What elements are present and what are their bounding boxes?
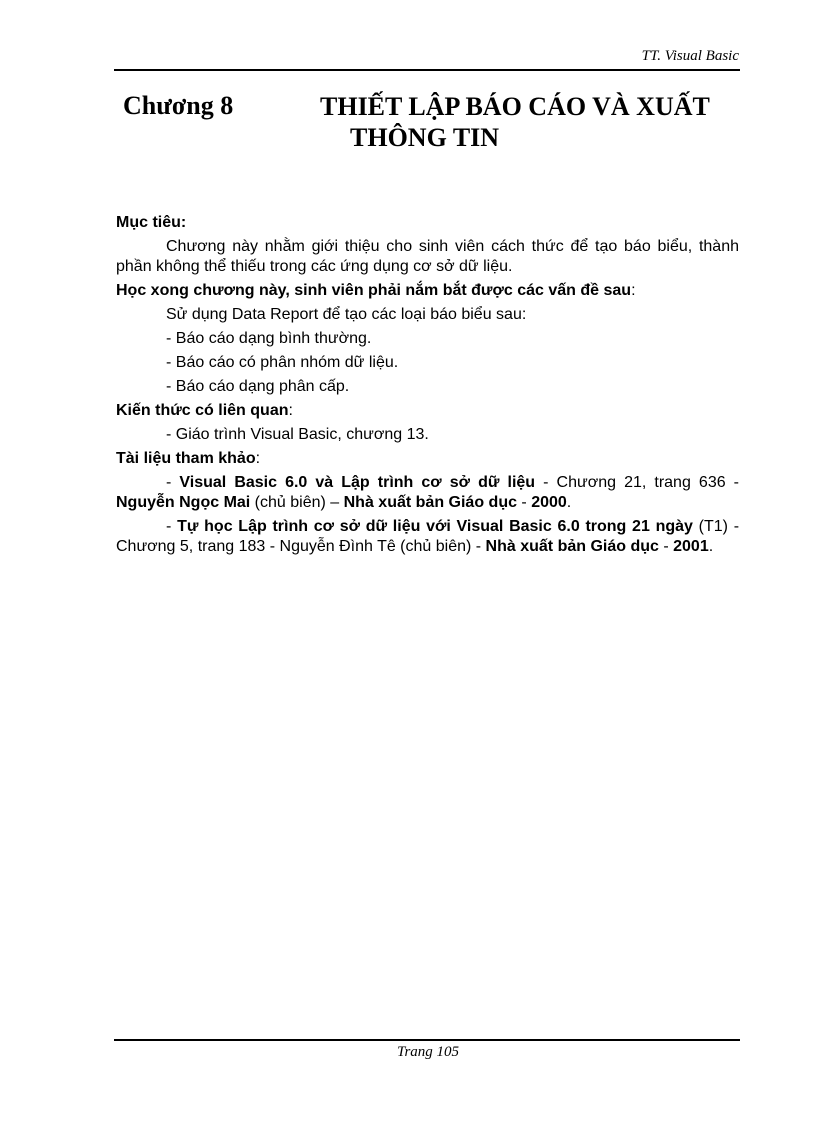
chapter-body (116, 213, 739, 561)
list-item: - Báo cáo dạng bình thường. (166, 330, 372, 347)
outcomes-intro: Sử dụng Data Report để tạo các loại báo biểu sau: (166, 306, 527, 323)
objectives-text: Chương này nhằm giới thiệu cho sinh viên cách thức để tạo báo biểu, thành phần không thể thiếu trong các ứng dụng cơ sở dữ liệu. (116, 238, 739, 275)
chapter-title (320, 91, 740, 153)
header-rule (114, 69, 740, 71)
list-item: - Báo cáo dạng phân cấp. (166, 378, 350, 395)
footer-rule (114, 1039, 740, 1041)
references-heading: Tài liệu tham khảo: (116, 450, 261, 467)
page-number: Trang 105 (396, 1044, 460, 1060)
list-item: - Báo cáo có phân nhóm dữ liệu. (166, 354, 399, 371)
chapter-number: Chương 8 (123, 91, 234, 120)
chapter-title-line2: THÔNG TIN (350, 123, 500, 152)
objectives-heading: Mục tiêu: (116, 214, 187, 231)
running-header: TT. Visual Basic (641, 48, 739, 64)
reference-1: - Visual Basic 6.0 và Lập trình cơ sở dữ liệu - Chương 21, trang 636 - Nguyễn Ngọc Mai (chủ biên) – Nhà xuất bản Giáo dục - 2000. (116, 474, 740, 511)
outcomes-heading: Học xong chương này, sinh viên phải nắm bắt được các vấn đề sau: (116, 282, 636, 299)
related-heading: Kiến thức có liên quan: (116, 402, 293, 419)
reference-2: - Tự học Lập trình cơ sở dữ liệu với Visual Basic 6.0 trong 21 ngày (T1) - Chương 5, trang 183 - Nguyễn Đình Tê (chủ biên) - Nhà xuất bản Giáo dục - 2001. (116, 518, 740, 555)
list-item: - Giáo trình Visual Basic, chương 13. (166, 426, 429, 443)
chapter-title-line1: THIẾT LẬP BÁO CÁO VÀ XUẤT (320, 92, 710, 121)
